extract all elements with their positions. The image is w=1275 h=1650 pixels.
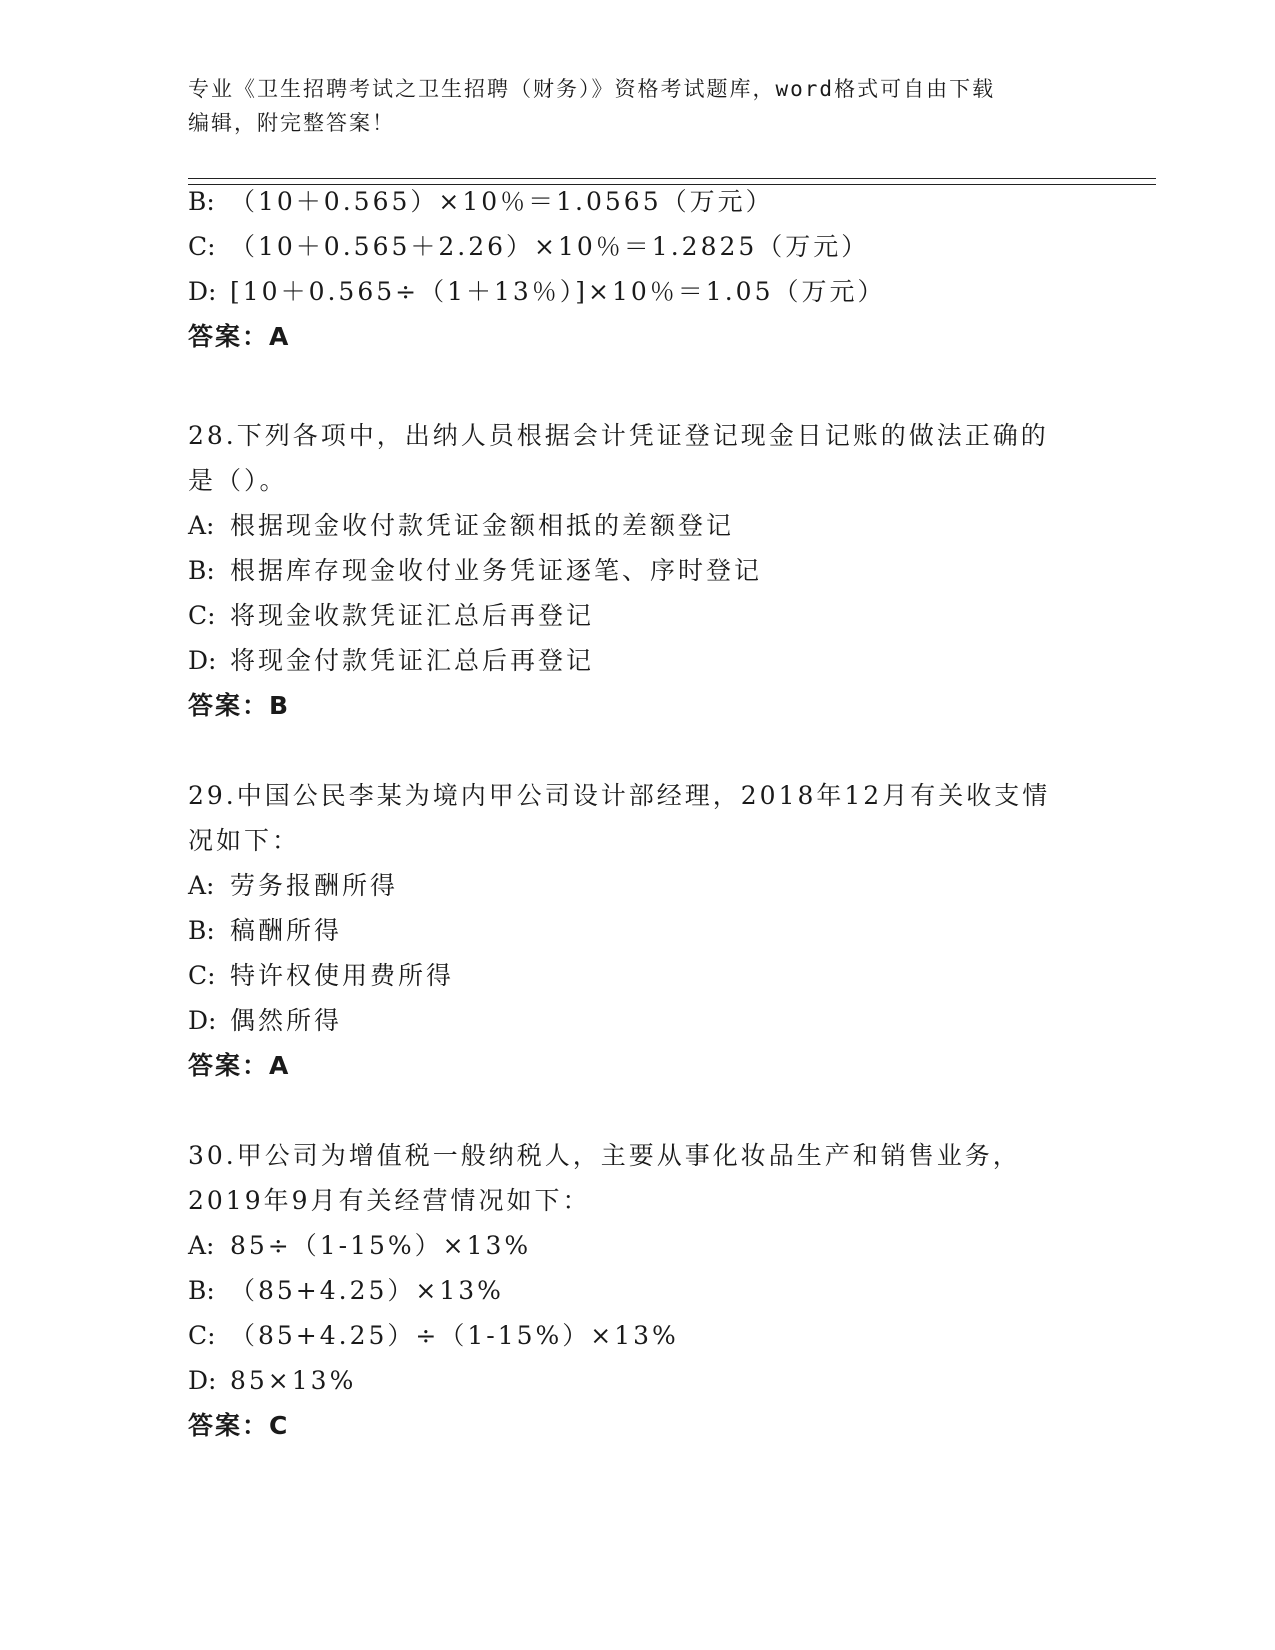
q28-option-a: A: 根据现金收付款凭证金额相抵的差额登记 xyxy=(188,511,735,540)
q30-option-d: D: 85×13% xyxy=(188,1366,357,1395)
document-header xyxy=(188,72,1088,140)
q29-stem-line-2: 况如下： xyxy=(188,826,301,855)
q27-option-c: C: （10＋0.565＋2.26）×10％＝1.2825（万元） xyxy=(188,232,870,261)
q27-option-d: D: [10＋0.565÷（1＋13％）]×10％＝1.05（万元） xyxy=(188,277,886,306)
q28-stem-line-1: 28.下列各项中，出纳人员根据会计凭证登记现金日记账的做法正确的 xyxy=(188,421,1049,450)
header-title-line-2: 编辑，附完整答案！ xyxy=(188,111,395,135)
q29-option-b: B: 稿酬所得 xyxy=(188,916,343,945)
q30-stem-line-1: 30.甲公司为增值税一般纳税人，主要从事化妆品生产和销售业务， xyxy=(188,1141,1021,1170)
header-divider xyxy=(188,178,1156,185)
q29-option-c: C: 特许权使用费所得 xyxy=(188,961,455,990)
q27-option-b: B: （10＋0.565）×10％＝1.0565（万元） xyxy=(188,187,774,216)
header-title-line-1: 专业《卫生招聘考试之卫生招聘（财务）》资格考试题库，word格式可自由下载 xyxy=(188,77,996,101)
q30-answer: 答案：C xyxy=(188,1411,290,1440)
q28-option-b: B: 根据库存现金收付业务凭证逐笔、序时登记 xyxy=(188,556,763,585)
q29-option-a: A: 劳务报酬所得 xyxy=(188,871,399,900)
q27-answer: 答案：A xyxy=(188,322,291,351)
q30-option-c: C: （85+4.25）÷（1-15%）×13% xyxy=(188,1321,679,1350)
q29-answer: 答案：A xyxy=(188,1051,291,1080)
q28-stem-line-2: 是（）。 xyxy=(188,466,288,495)
q29-stem-line-1: 29.中国公民李某为境内甲公司设计部经理，2018年12月有关收支情 xyxy=(188,781,1051,810)
q30-option-b: B: （85+4.25）×13% xyxy=(188,1276,504,1305)
q28-option-c: C: 将现金收款凭证汇总后再登记 xyxy=(188,601,595,630)
q30-option-a: A: 85÷（1-15%）×13% xyxy=(188,1231,532,1260)
q30-stem-line-2: 2019年9月有关经营情况如下： xyxy=(188,1186,591,1215)
q29-option-d: D: 偶然所得 xyxy=(188,1006,343,1035)
q28-answer: 答案：B xyxy=(188,691,291,720)
q28-option-d: D: 将现金付款凭证汇总后再登记 xyxy=(188,646,595,675)
